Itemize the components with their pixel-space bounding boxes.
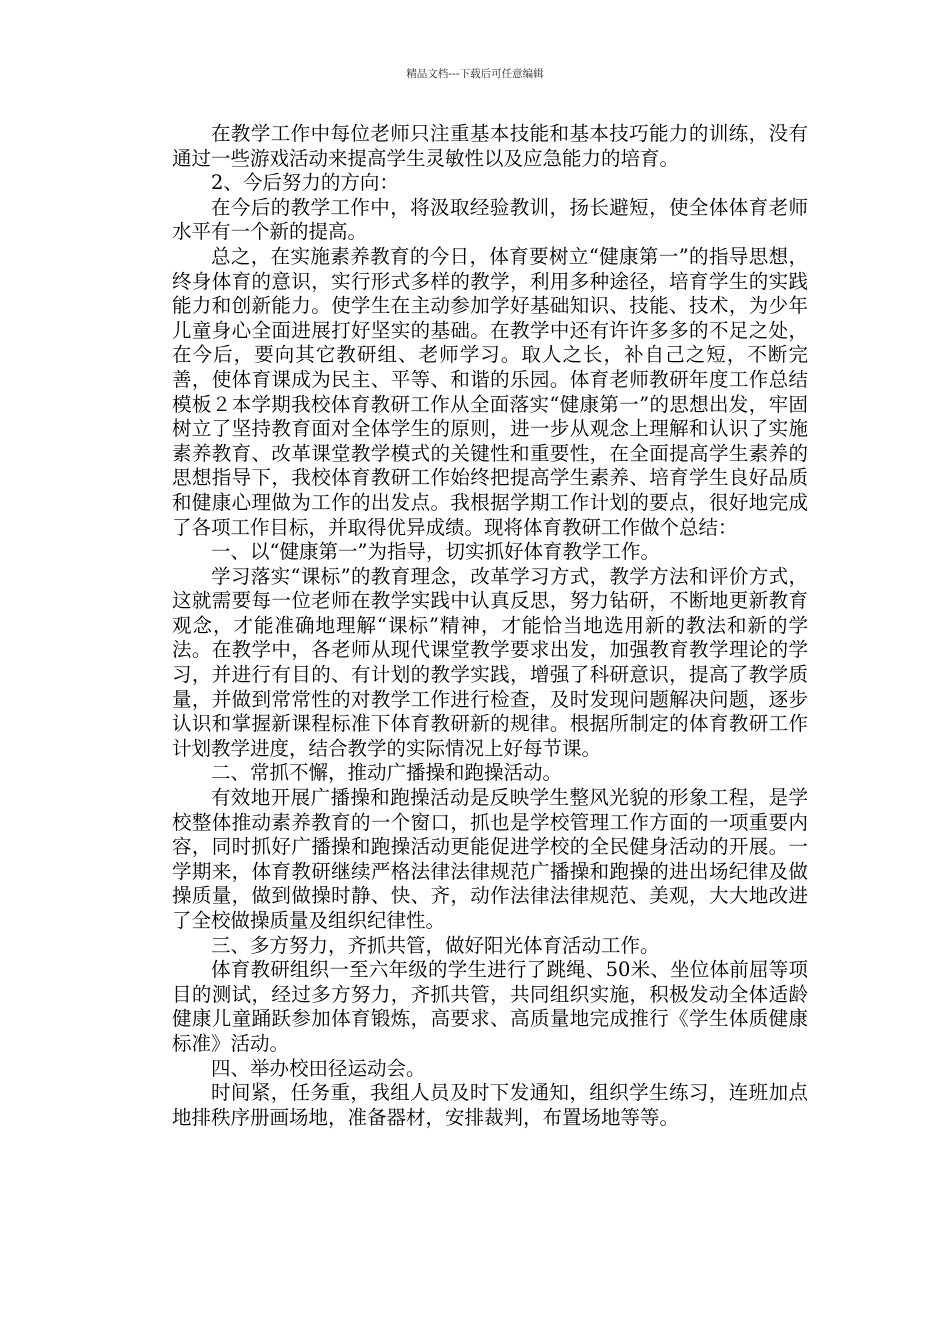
paragraph-summary: 总之，在实施素养教育的今日，体育要树立“健康第一”的指导思想，终身体育的意识，实行形式多样的教学，利用多种途径，培育学生的实践能力和创新能力。使学生在主动参加学好基础知识、技能、技术，为少年儿童身心全面进展打好坚实的基础。在教学中还有许许多多的不足之处，在今后，要向其它教研组、老师学习。取人之长，补自己之短，不断完善，使体育课成为民主、平等、和谐的乐园。体育老师教研年度工作总结模板２本学期我校体育教研工作从全面落实“健康第一”的思想出发，牢固树立了坚持教育面对全体学生的原则，进一步从观念上理解和认识了实施素养教育、改革课堂教学模式的关键性和重要性，在全面提高学生素养的思想指导下，我校体育教研工作始终把提高学生素养、培育学生良好品质和健康心理做为工作的出发点。我根据学期工作计划的要点，很好地完成了各项工作目标，并取得优异成绩。现将体育教研工作做个总结： [172, 244, 808, 539]
paragraph-heading-section-3: 三、多方努力，齐抓共管，做好阳光体育活动工作。 [211, 933, 660, 957]
paragraph-fitness-testing: 体育教研组织一至六年级的学生进行了跳绳、50米、坐位体前屈等项目的测试，经过多方努力，齐抓共管，共同组织实施，积极发动全体适龄健康儿童踊跃参加体育锻炼，高要求、高质量地完成推行《学生体质健康标准》活动。 [172, 958, 808, 1055]
paragraph-sports-meet: 时间紧，任务重，我组人员及时下发通知，组织学生练习，连班加点地排秩序册画场地，准备器材，安排裁判，布置场地等等。 [172, 1081, 808, 1129]
paragraph-future-work: 在今后的教学工作中，将汲取经验教训，扬长避短，使全体体育老师水平有一个新的提高。 [172, 195, 808, 244]
paragraph-training-shortcoming: 在教学工作中每位老师只注重基本技能和基本技巧能力的训练，没有通过一些游戏活动来提高学生灵敏性以及应急能力的培育。 [172, 122, 808, 170]
paragraph-heading-future-direction: 2、今后努力的方向： [211, 171, 399, 195]
paragraph-broadcast-exercise: 有效地开展广播操和跑操活动是反映学生整风光貌的形象工程，是学校整体推动素养教育的一个窗口，抓也是学校管理工作方面的一项重要内容，同时抓好广播操和跑操活动更能促进学校的全民健身活动的开展。一学期来，体育教研继续严格法律法律规范广播操和跑操的进出场纪律及做操质量，做到做操时静、快、齐，动作法律法律规范、美观，大大地改进了全校做操质量及组织纪律性。 [172, 786, 808, 932]
document-body [172, 122, 808, 1130]
paragraph-heading-section-1: 一、以“健康第一”为指导，切实抓好体育教学工作。 [211, 540, 660, 564]
paragraph-curriculum-standards: 学习落实“课标”的教育理念，改革学习方式，教学方法和评价方式，这就需要每一位老师在教学实践中认真反思，努力钻研，不断地更新教育观念，才能准确地理解“课标”精神，才能恰当地选用新的教法和新的学法。在教学中，各老师从现代课堂教学要求出发，加强教育教学理论的学习，并进行有目的、有计划的教学实践，增强了科研意识，提高了教学质量，并做到常常性的对教学工作进行检查，及时发现问题解决问题，逐步认识和掌握新课程标准下体育教研新的规律。根据所制定的体育教研工作计划教学进度，结合教学的实际情况上好每节课。 [172, 564, 808, 760]
paragraph-heading-section-2: 二、常抓不懈，推动广播操和跑操活动。 [211, 761, 563, 785]
paragraph-heading-section-4: 四、举办校田径运动会。 [211, 1056, 426, 1080]
page-header: 精品文档---下载后可任意编辑 [406, 68, 544, 80]
